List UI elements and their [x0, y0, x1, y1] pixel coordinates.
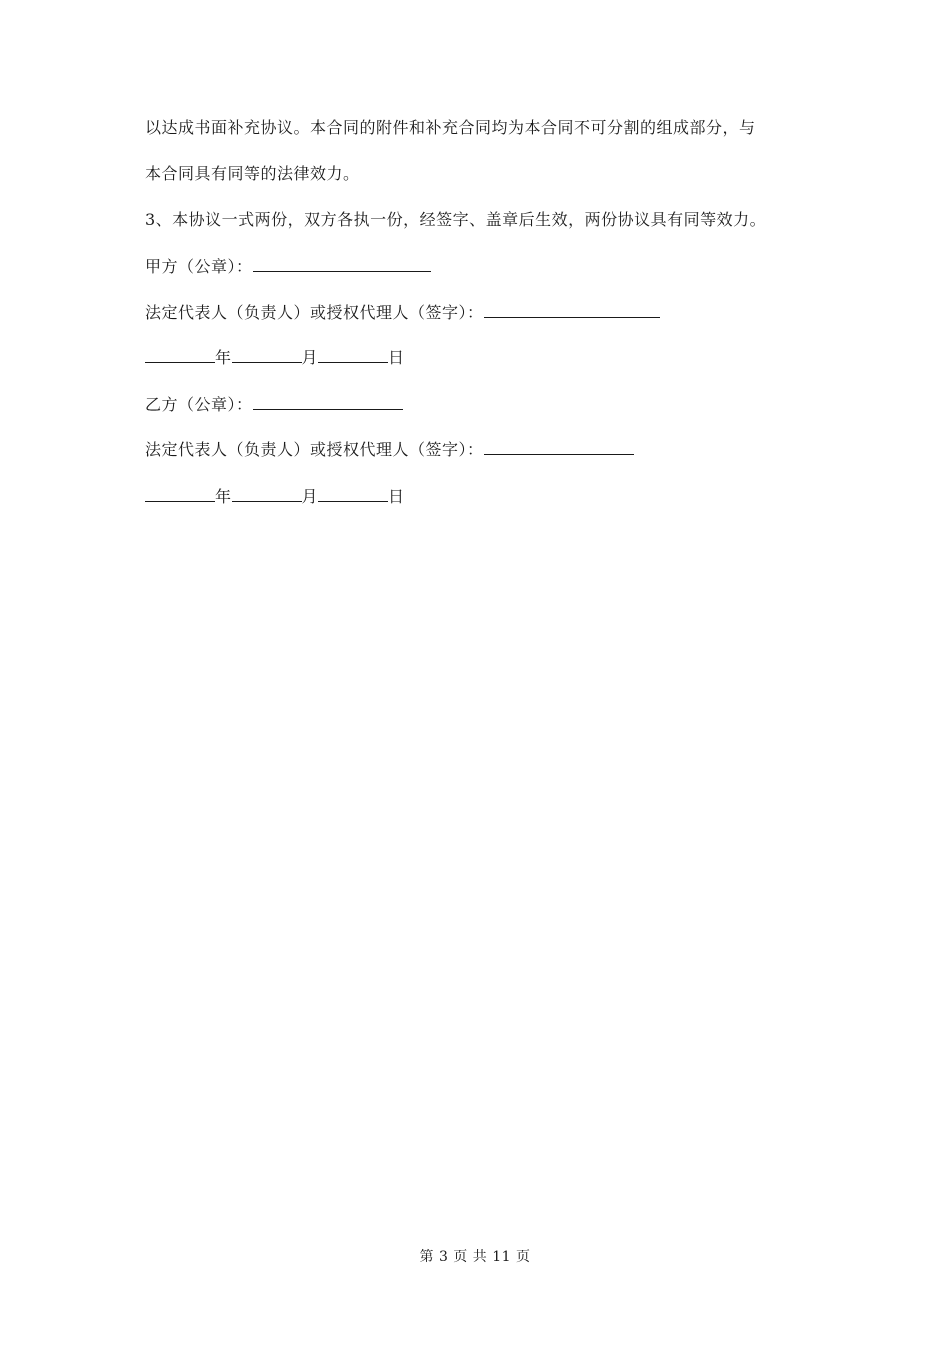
party-a-year-blank[interactable]: [145, 346, 215, 363]
year-label: 年: [215, 487, 232, 506]
party-a-month-blank[interactable]: [232, 346, 302, 363]
month-label: 月: [301, 348, 319, 367]
party-b-year-blank[interactable]: [145, 485, 215, 502]
page-footer: 第 3 页 共 11 页: [419, 1249, 531, 1265]
day-label: 日: [388, 348, 405, 367]
party-a-date-row: [145, 346, 405, 368]
month-label: 月: [301, 487, 319, 506]
year-label: 年: [215, 348, 232, 367]
party-b-seal-blank[interactable]: [253, 393, 403, 410]
party-a-seal-blank[interactable]: [253, 255, 431, 272]
party-b-month-blank[interactable]: [232, 485, 302, 502]
party-a-signature-blank[interactable]: [484, 301, 660, 318]
paragraph-line: 以达成书面补充协议。本合同的附件和补充合同均为本合同不可分割的组成部分，与: [145, 118, 756, 137]
party-b-label: 乙方（公章）：: [145, 395, 253, 414]
party-b-signature-blank[interactable]: [484, 438, 634, 455]
party-b-rep-row: [145, 438, 634, 460]
party-a-rep-label: 法定代表人（负责人）或授权代理人（签字）：: [145, 303, 484, 322]
day-label: 日: [388, 487, 405, 506]
clause-3: 3、本协议一式两份，双方各执一份，经签字、盖章后生效，两份协议具有同等效力。: [145, 210, 767, 229]
party-b-rep-label: 法定代表人（负责人）或授权代理人（签字）：: [145, 440, 484, 459]
party-a-day-blank[interactable]: [318, 346, 388, 363]
party-b-seal-row: [145, 393, 403, 415]
party-b-date-row: [145, 485, 405, 507]
paragraph-line: 本合同具有同等的法律效力。: [145, 164, 360, 183]
party-a-label: 甲方（公章）：: [145, 257, 253, 276]
party-b-day-blank[interactable]: [318, 485, 388, 502]
party-a-rep-row: [145, 301, 660, 323]
party-a-seal-row: [145, 255, 431, 277]
